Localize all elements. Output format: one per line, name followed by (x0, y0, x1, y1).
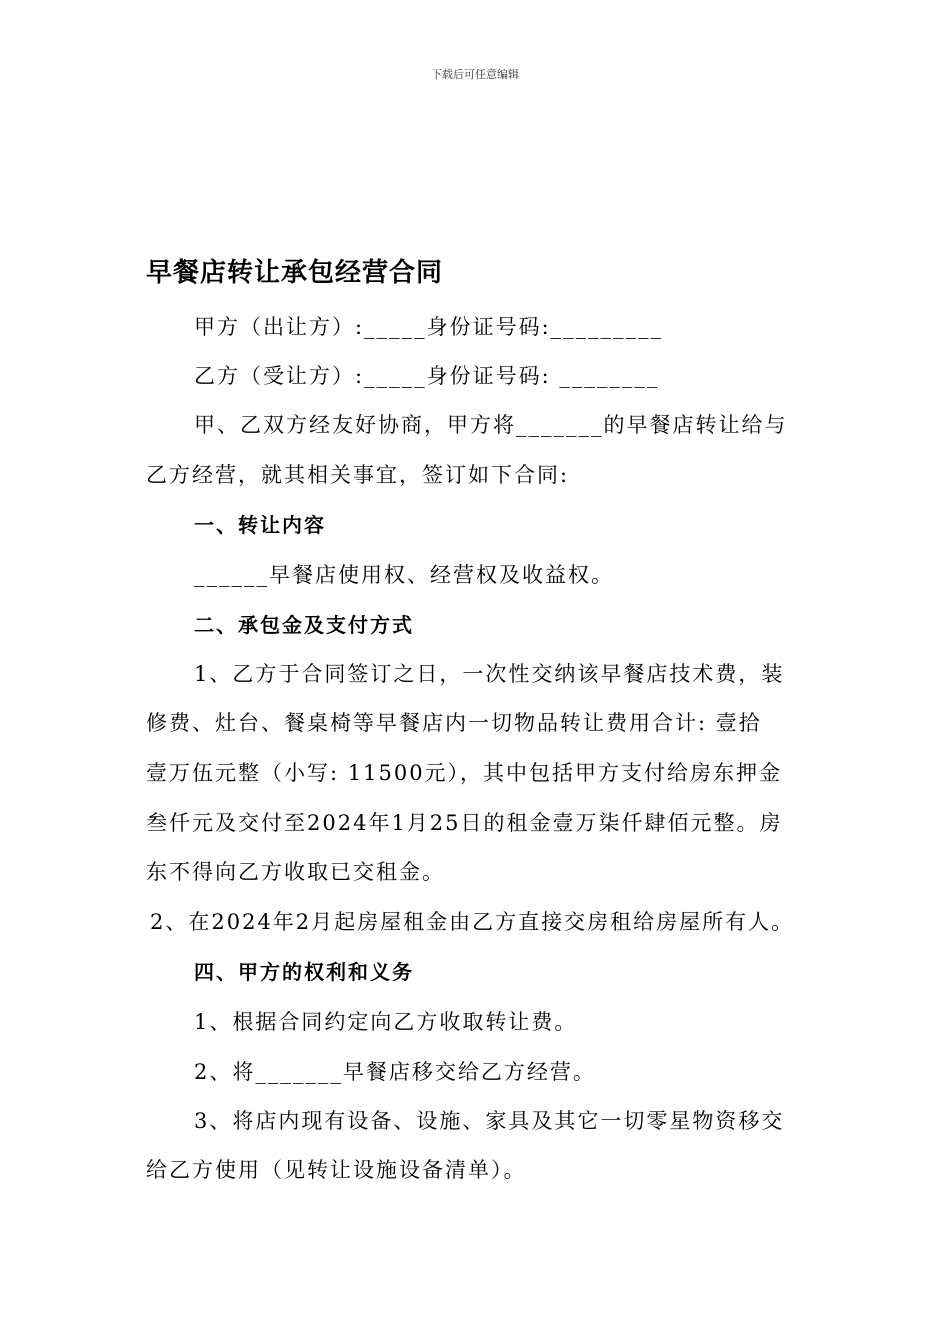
rights-clause-1: 1、根据合同约定向乙方收取转让费。 (194, 1010, 578, 1034)
party-b-line: 乙方（受让方）:_____身份证号码: ________ (194, 364, 660, 388)
preamble-line-1: 甲、乙双方经友好协商，甲方将_______的早餐店转让给与 (194, 413, 788, 437)
rights-clause-2: 2、将_______早餐店移交给乙方经营。 (194, 1060, 596, 1084)
payment-clause-1-line-4: 叁仟元及交付至2024年1月25日的租金壹万柒仟肆佰元整。房 (146, 811, 783, 835)
document-title: 早餐店转让承包经营合同 (146, 258, 444, 288)
header-note: 下载后可任意编辑 (431, 68, 519, 81)
payment-clause-1-line-2: 修费、灶台、餐桌椅等早餐店内一切物品转让费用合计: 壹拾 (146, 711, 762, 735)
payment-clause-1-line-1: 1、乙方于合同签订之日，一次性交纳该早餐店技术费，装 (194, 662, 785, 686)
section-heading-payment: 二、承包金及支付方式 (194, 613, 414, 637)
preamble-line-2: 乙方经营，就其相关事宜，签订如下合同: (146, 463, 570, 487)
payment-clause-1-line-5: 东不得向乙方收取已交租金。 (146, 860, 445, 884)
rights-clause-3-line-2: 给乙方使用（见转让设施设备清单）。 (146, 1158, 527, 1182)
payment-clause-1-line-3: 壹万伍元整（小写: 11500元），其中包括甲方支付给房东押金 (146, 761, 783, 785)
section-heading-party-a-rights: 四、甲方的权利和义务 (194, 960, 414, 984)
transfer-content-text: ______早餐店使用权、经营权及收益权。 (194, 563, 614, 587)
payment-clause-2: 2、在2024年2月起房屋租金由乙方直接交房租给房屋所有人。 (150, 910, 795, 934)
section-heading-transfer-content: 一、转让内容 (194, 513, 326, 537)
rights-clause-3-line-1: 3、将店内现有设备、设施、家具及其它一切零星物资移交 (194, 1109, 785, 1133)
party-a-line: 甲方（出让方）:_____身份证号码:_________ (194, 315, 664, 339)
